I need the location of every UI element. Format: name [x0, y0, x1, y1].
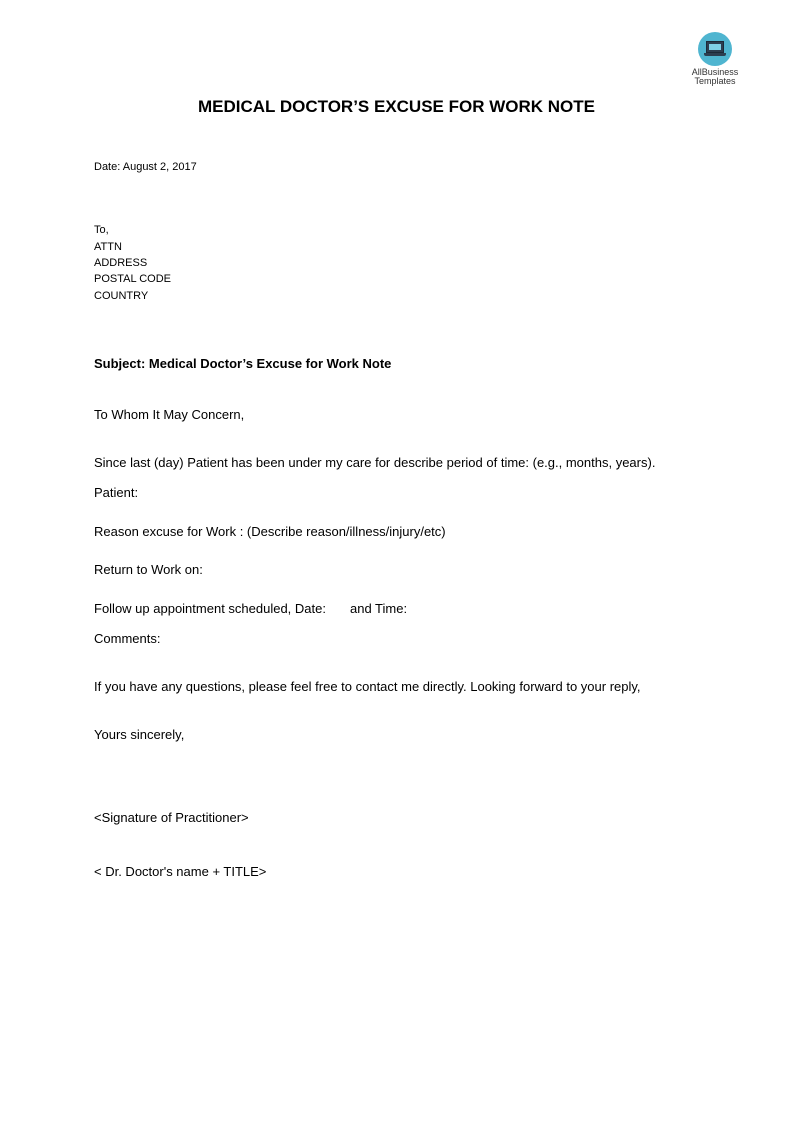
address-line: ADDRESS [94, 257, 148, 269]
logo-line-2: Templates [694, 76, 736, 86]
patient-field: Patient: [94, 485, 139, 500]
logo-line-1: AllBusiness [691, 67, 739, 77]
comments-field: Comments: [94, 631, 161, 646]
logo-text [682, 68, 748, 86]
reason-field: Reason excuse for Work : (Describe reason/illness/injury/etc) [94, 524, 446, 539]
letter-salutation: To Whom It May Concern, [94, 407, 245, 422]
sign-off: Yours sincerely, [94, 727, 185, 742]
letter-subject: Subject: Medical Doctor’s Excuse for Work Note [94, 356, 392, 371]
letter-date: Date: August 2, 2017 [94, 161, 197, 173]
allbusiness-logo [682, 32, 748, 86]
address-postal-code: POSTAL CODE [94, 273, 172, 285]
laptop-icon [698, 32, 732, 66]
address-attn: ATTN [94, 241, 122, 253]
letter-intro: Since last (day) Patient has been under my care for describe period of time: (e.g., months, years). [94, 455, 656, 470]
signature-placeholder: <Signature of Practitioner> [94, 810, 249, 825]
doctor-name-placeholder: < Dr. Doctor's name + TITLE> [94, 864, 267, 879]
closing-line: If you have any questions, please feel free to contact me directly. Looking forward to your reply, [94, 679, 641, 694]
address-to: To, [94, 224, 109, 236]
address-country: COUNTRY [94, 290, 149, 302]
document-title: MEDICAL DOCTOR’S EXCUSE FOR WORK NOTE [197, 97, 595, 116]
follow-up-field [94, 601, 407, 616]
follow-up-date-label: Follow up appointment scheduled, Date: [94, 601, 326, 616]
follow-up-time-label: and Time: [349, 601, 408, 616]
return-to-work-field: Return to Work on: [94, 562, 203, 577]
